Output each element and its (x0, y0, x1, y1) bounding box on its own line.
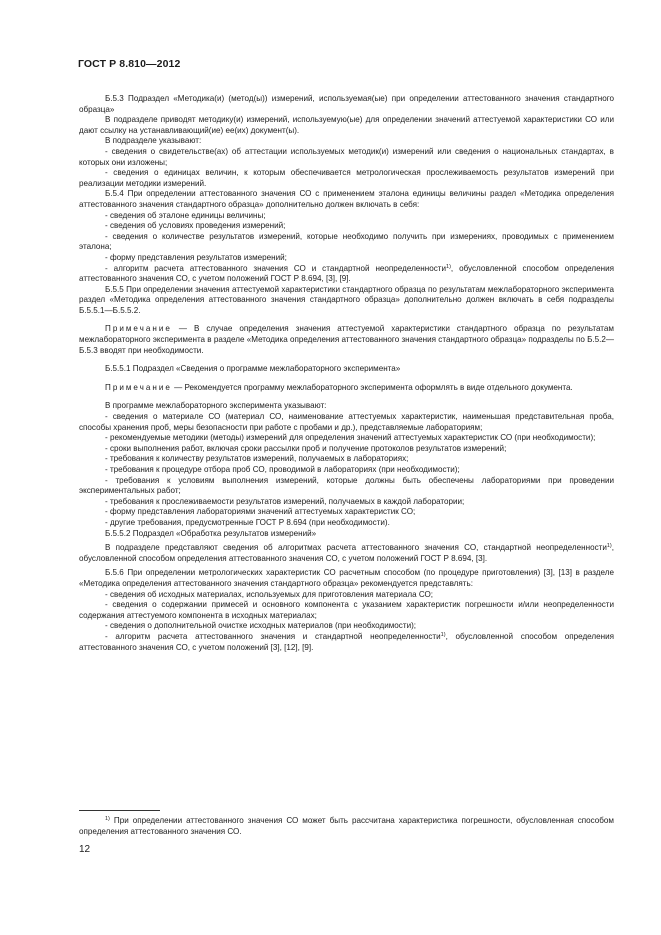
list-item (79, 632, 614, 653)
list-item: - требования к количеству результатов измерений, получаемых в лабораториях; (105, 454, 409, 464)
list-item: - требования к прослеживаемости результатов измерений, получаемых в каждой лаборатории; (105, 496, 465, 506)
footnote-ref: 1) (446, 263, 451, 270)
text-run: , обусловленной способом определения аттестованного значения СО, с учетом положений ГОСТ Р 8.694, [3], [9]. (79, 263, 614, 284)
list-item (79, 264, 614, 285)
text-run: - алгоритм расчета аттестованного значения и стандартной неопределенности (105, 631, 441, 641)
subsection-title: Б.5.5.1 Подраздел «Сведения о программе межлабораторного эксперимента» (105, 364, 401, 374)
footnote-body: При определении аттестованного значения СО может быть рассчитана характеристика погрешности, обусловленная способом определения аттестованного значения СО. (79, 816, 614, 836)
document-header: ГОСТ Р 8.810—2012 (78, 58, 181, 70)
list-item: - сведения о свидетельстве(ах) об аттестации используемых методик(и) измерений или сведения о национальных стандартах, в которых они изложены; (79, 146, 614, 167)
footnote-mark: 1) (105, 816, 110, 822)
list-item: - сведения о единицах величин, к которым обеспечивается метрологическая прослеживаемость результатов измерений при реализации методики измерений. (79, 168, 614, 188)
list-item: - сведения о количестве результатов измерений, которые необходимо получить при измерениях, проводимых с применением эталона; (79, 231, 614, 252)
footnote-ref: 1) (440, 631, 446, 638)
paragraph: Б.5.3 Подраздел «Методика(и) (метод(ы)) измерений, используемая(ые) при определении аттестованного значения стандартного образца» (79, 94, 614, 114)
note-label: Примечание (105, 324, 172, 334)
list-item: - сведения об исходных материалах, используемых для приготовления материала СО; (105, 589, 434, 599)
list-item: - сведения об эталоне единицы величины; (105, 210, 266, 220)
page-number: 12 (79, 844, 91, 855)
footnote-text (79, 816, 614, 837)
paragraph: В подразделе приводят методику(и) измерений, используемую(ые) для определении значений аттестуемой характеристики СО или дают ссылку на устанавливающий(ие) ее(их) документ(ы). (79, 115, 614, 135)
list-item: - требования к процедуре отбора проб СО, проводимой в лабораториях (при необходимости); (105, 465, 460, 474)
list-item: - другие требования, предусмотренные ГОСТ Р 8.694 (при необходимости). (105, 517, 390, 527)
list-item: - сведения о материале СО (материал СО, наименование аттестуемых характеристик, наименьшая представительная проба, способы хранения проб, меры безопасности при работе с пробами и др.), представляемые лабораториям; (79, 412, 614, 432)
note (79, 324, 614, 356)
list-item: - сведения о дополнительной очистке исходных материалов (при необходимости); (105, 621, 417, 631)
list-item: - требования к условиям выполнения измерений, которые должны быть обеспечены лабораториями при проведении экспериментальных работ; (79, 475, 614, 496)
list-item: - сведения об условиях проведения измерений; (105, 221, 286, 231)
list-item: - форму представления результатов измерений; (105, 252, 287, 262)
list-item: - форму представления лабораториями значений аттестуемых характеристик СО; (105, 507, 416, 517)
note-label: Примечание (105, 382, 172, 392)
note (79, 383, 614, 394)
list-item: - сроки выполнения работ, включая сроки рассылки проб и получение протоколов результатов измерений; (105, 443, 507, 453)
paragraph: В программе межлабораторного эксперимента указывают: (105, 401, 327, 411)
note-text: — Рекомендуется программу межлабораторного эксперимента оформлять в виде отдельного документа. (171, 382, 573, 392)
list-item: - сведения о содержании примесей и основного компонента с указанием характеристик погрешности и/или неопределенности содержания аттестуемого компонента в исходных материалах; (79, 600, 614, 620)
footnote (79, 816, 614, 837)
list-item: - рекомендуемые методики (методы) измерений для определения значений аттестуемых характеристик СО (при необходимости); (105, 433, 596, 443)
text-run: В подразделе представляют сведения об алгоритмах расчета аттестованного значения СО, стандартной неопределенности (105, 543, 607, 553)
note-text: — В случае определения значения аттестуемой характеристики стандартного образца по результатам межлабораторного эксперимента в разделе «Методика определения аттестованного значения стандартного образца» подразделы по Б.5.2—Б.5.3 вводят при необходимости. (79, 324, 614, 355)
paragraph: В подразделе указывают: (105, 136, 202, 146)
paragraph: Б.5.4 При определении аттестованного значения СО с применением эталона единицы величины раздел «Методика определения аттестованного значения стандартного образца» дополнительно должен включать в себя: (79, 189, 614, 209)
text-run: , обусловленной способом определения аттестованного значения СО, с учетом положений [3], [12], [9]. (79, 631, 614, 652)
subsection-title: Б.5.5.2 Подраздел «Обработка результатов измерений» (105, 528, 317, 538)
paragraph (79, 543, 614, 564)
text-run: - алгоритм расчета аттестованного значения СО и стандартной неопределенности (105, 263, 447, 273)
document-body (79, 94, 614, 653)
footnote-ref: 1) (606, 543, 612, 550)
paragraph: Б.5.5 При определении значения аттестуемой характеристики стандартного образца по результатам межлабораторного эксперимента раздел «Методика определения аттестованного значения стандартного образца» дополнительно должен включать в себя подразделы Б.5.5.1—Б.5.5.2. (79, 284, 614, 315)
paragraph: Б.5.6 При определении метрологических характеристик СО расчетным способом (по процедуре приготовления) [3], [13] в разделе «Методика определения аттестованного значения стандартного образца» рекомендуется представлять: (79, 568, 614, 588)
footnote-divider (79, 810, 160, 811)
text-run: , обусловленной способом определения аттестованного значения СО, с учетом положений ГОСТ Р 8.694, [3]. (79, 543, 614, 563)
